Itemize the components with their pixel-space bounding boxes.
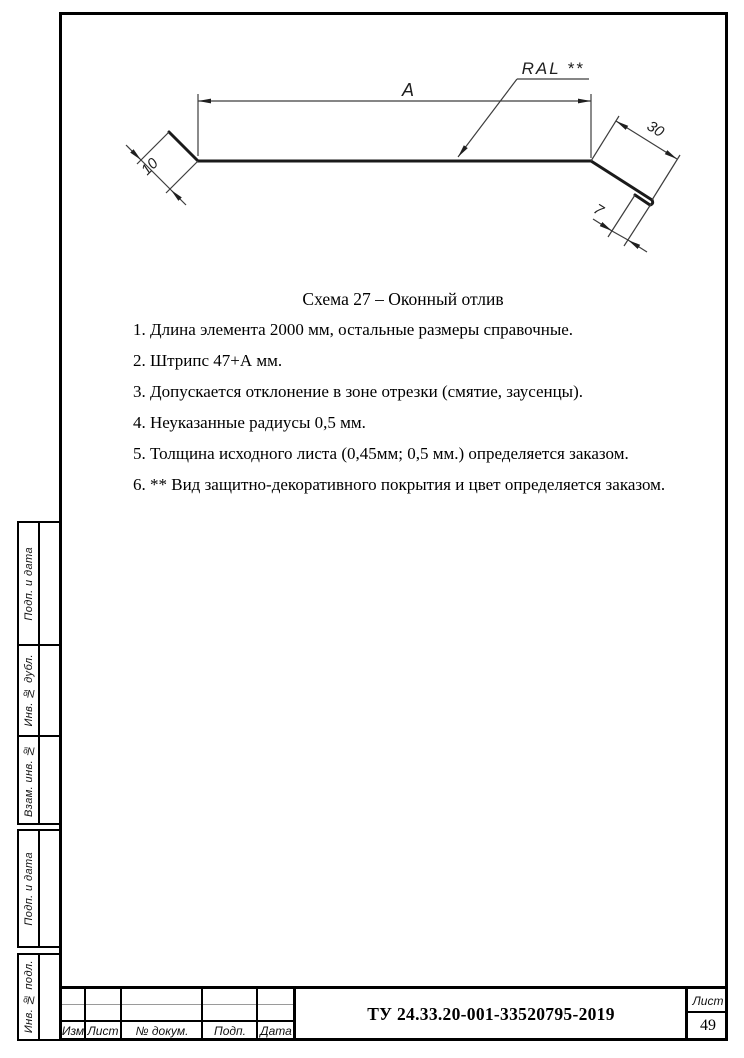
note-item: 5. Толщина исходного листа (0,45мм; 0,5 мм.) определяется заказом.: [133, 444, 629, 463]
profile-outline: [169, 132, 653, 205]
notes-list: [133, 320, 713, 506]
coating-leader: [458, 59, 589, 157]
title-block-thin-row-line: [62, 1004, 294, 1005]
dimension-7: [590, 195, 651, 252]
sidebar-signature-area: [40, 831, 59, 946]
col-header-dokum: № докум.: [135, 1023, 189, 1038]
dim-30-label: 30: [643, 117, 667, 141]
sidebar-label: Подп. и дата: [22, 546, 35, 621]
sidebar-table-middle: [17, 829, 61, 948]
sidebar-signature-area: [40, 955, 59, 1039]
doc-designation: ТУ 24.33.20-001-33520795-2019: [367, 1003, 615, 1024]
sidebar-label: Инв. № подл.: [22, 960, 35, 1034]
dimension-10: [126, 132, 198, 205]
note-item: 6. ** Вид защитно-декоративного покрытия и цвет определяется заказом.: [133, 475, 666, 494]
sidebar-signature-area: [40, 646, 59, 735]
ral-coating-label: RAL **: [521, 59, 585, 78]
sidebar-cell-inv-podl: [19, 955, 59, 1039]
dim-10-label: 10: [137, 154, 162, 179]
dimension-a: [198, 80, 591, 158]
dimension-30: [591, 116, 680, 200]
sidebar-cell-vzam-inv: [19, 735, 59, 823]
sidebar-signature-area: [40, 523, 59, 644]
sidebar-signature-area: [40, 737, 59, 823]
dim-a-label: A: [401, 80, 415, 100]
col-header-list: Лист: [87, 1023, 119, 1038]
sheet-label: Лист: [692, 993, 724, 1008]
col-header-izm: Изм: [61, 1023, 85, 1038]
dim-7-label: 7: [590, 200, 607, 220]
sidebar-cell-inv-dubl: [19, 644, 59, 735]
figure-caption: Схема 27 – Оконный отлив: [302, 289, 504, 309]
sidebar-label: Инв. № дубл.: [22, 654, 35, 727]
note-item: 2. Штрипс 47+А мм.: [133, 351, 283, 370]
sidebar-cell-podp-i-data-1: [19, 523, 59, 644]
note-item: 4. Неуказанные радиусы 0,5 мм.: [133, 413, 366, 432]
sidebar-label: Подп. и дата: [22, 851, 35, 926]
sidebar-table-lower: [17, 953, 61, 1041]
technical-drawing: [100, 40, 700, 270]
note-item: 3. Допускается отклонение в зоне отрезки (смятие, заусенцы).: [133, 382, 584, 401]
profile-right-flange: [591, 161, 652, 200]
sidebar-table-upper: [17, 521, 61, 825]
col-header-data: Дата: [260, 1023, 292, 1038]
sheet-number: 49: [700, 1017, 716, 1034]
sidebar-cell-podp-i-data-2: [19, 831, 59, 946]
sidebar-label: Взам. инв. №: [22, 743, 35, 817]
profile-left-flange: [169, 132, 198, 161]
col-header-podp: Подп.: [214, 1023, 246, 1038]
note-item: 1. Длина элемента 2000 мм, остальные размеры справочные.: [133, 320, 574, 339]
